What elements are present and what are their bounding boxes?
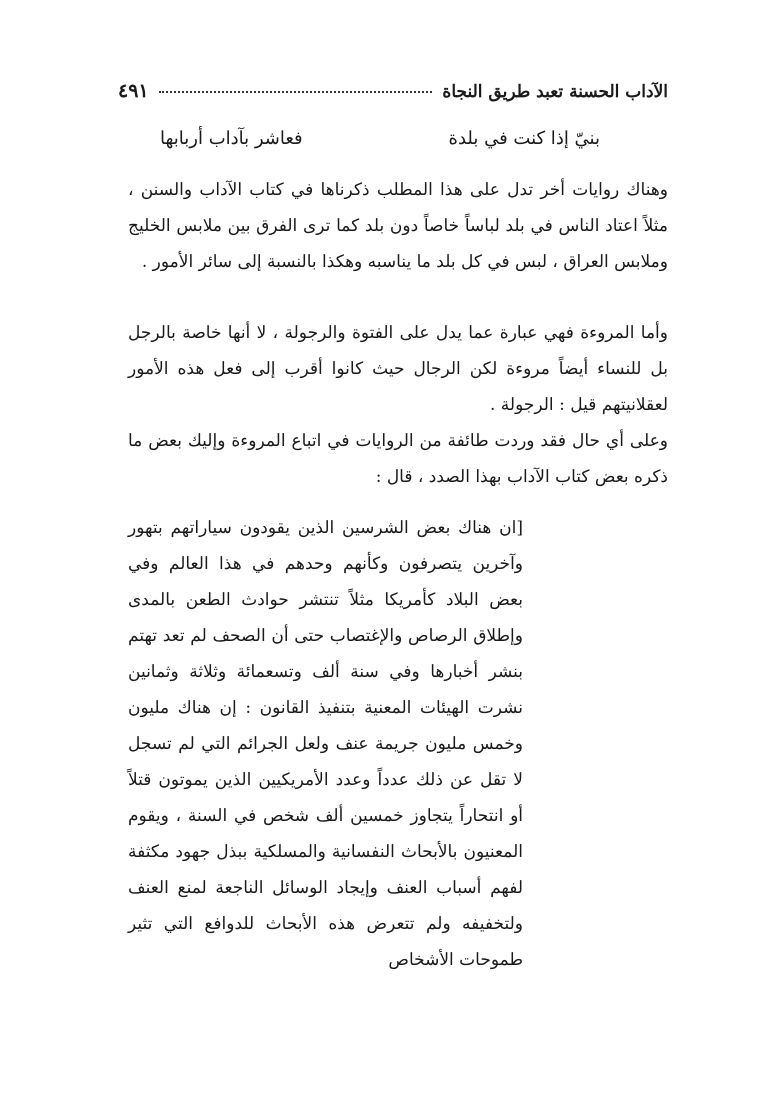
block-quote: [ان هناك بعض الشرسين الذين يقودون سياراتهم بتهور وآخرين يتصرفون وكأنهم وحدهم في هذا العالم وفي بعض البلاد كأمريكا مثلاً تنتشر حوادث الطعن بالمدى وإطلاق الرصاص والإغتصاب حتى أن الصحف لم تعد تهتم بنشر أخبارها وفي سنة ألف وتسعمائة وثلاثة وثمانين نشرت الهيئات المعنية بتنفيذ القانون : إن هناك مليون وخمس مليون جريمة عنف ولعل الجرائم التي لم تسجل لا تقل عن ذلك عدداً وعدد الأمريكيين الذين يموتون قتلاً أو انتحاراً يتجاوز خمسين ألف شخص في السنة ، ويقوم المعنيون بالأبحاث النفسانية والمسلكية ببذل جهود مكثفة لفهم أسباب العنف وإيجاد الوسائل الناجعة لمنع العنف ولتخفيفه ولم تتعرض هذه الأبحاث للدوافع التي تثير طموحات الأشخاص (128, 518, 523, 970)
header-leader-dots (159, 91, 433, 93)
verse-hemistich-right: بنيّ إذا كنت في بلدة (448, 128, 600, 149)
paragraph: وهناك روايات أخر تدل على هذا المطلب ذكرناها في كتاب الآداب والسنن ، مثلاً اعتاد الناس في بلد لباساً خاصاً دون بلد كما ترى الفرق بين ملابس الخليج وملابس العراق ، لبس في كل بلد ما يناسبه وهكذا بالنسبة إلى سائر الأمور . (128, 180, 668, 272)
header-title: الآداب الحسنة تعبد طريق النجاة (442, 82, 668, 102)
poem-verse (160, 128, 600, 149)
page-number: ٤٩١ (118, 80, 149, 102)
paragraph: وأما المروءة فهي عبارة عما يدل على الفتوة والرجولة ، لا أنها خاصة بالرجل بل للنساء أيضاً مروءة لكن الرجال حيث كانوا أقرب إلى فعل هذه الأمور لعقلانيتهم قيل : الرجولة . (128, 323, 668, 415)
paragraph: وعلى أي حال فقد وردت طائفة من الروايات في اتباع المروءة وإليك بعض ما ذكره بعض كتاب الآداب بهذا الصدد ، قال : (128, 431, 668, 487)
verse-hemistich-left: فعاشر بآداب أربابها (160, 128, 303, 149)
running-header (118, 80, 668, 110)
